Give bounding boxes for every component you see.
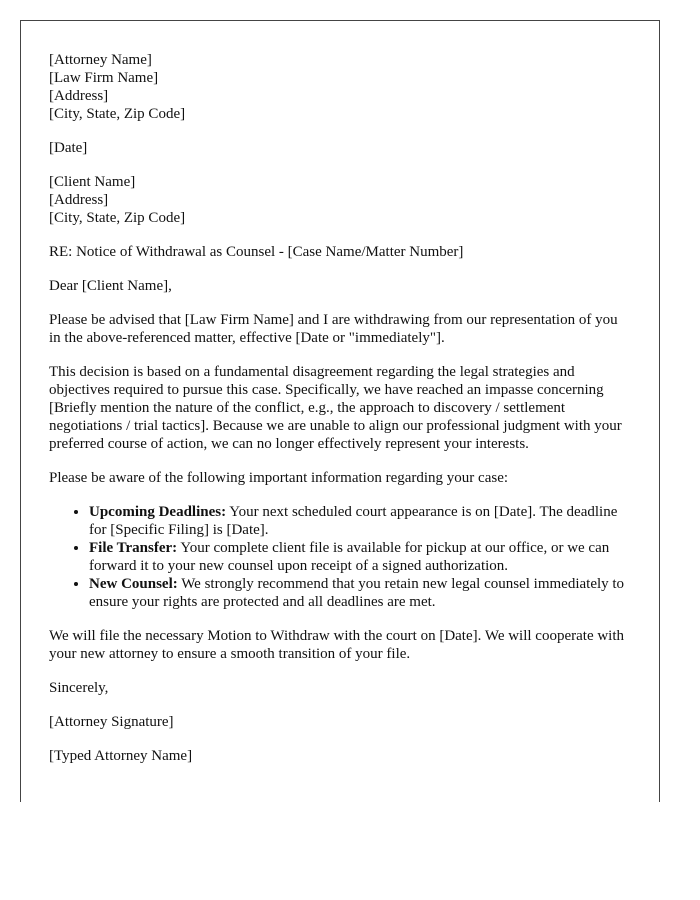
salutation: Dear [Client Name], xyxy=(49,278,172,294)
sender-city: [City, State, Zip Code] xyxy=(49,106,186,122)
subject-line: RE: Notice of Withdrawal as Counsel - [Case Name/Matter Number] xyxy=(49,244,464,260)
recipient-name: [Client Name] xyxy=(49,174,136,190)
list-item-term: New Counsel: xyxy=(89,576,178,592)
sender-address: [Address] xyxy=(49,88,109,104)
sender-address-block xyxy=(49,51,631,123)
list-item-term: File Transfer: xyxy=(89,540,178,556)
closing-paragraph: We will file the necessary Motion to Withdraw with the court on [Date]. We will cooperate with your new attorney to ensure a smooth transition of your file. xyxy=(49,628,625,662)
sender-firm: [Law Firm Name] xyxy=(49,70,159,86)
body-paragraph-3: Please be aware of the following important information regarding your case: xyxy=(49,470,509,486)
sender-name: [Attorney Name] xyxy=(49,52,152,68)
body-paragraph-1: Please be advised that [Law Firm Name] and I are withdrawing from our representation of you in the above-referenced matter, effective [Date or "immediately"]. xyxy=(49,312,618,346)
recipient-address: [Address] xyxy=(49,192,109,208)
list-item xyxy=(89,575,631,611)
important-info-list xyxy=(49,503,631,611)
letter-page xyxy=(20,20,660,802)
closing: Sincerely, xyxy=(49,680,109,696)
list-item-text: Your next scheduled court appearance is on [Date]. The deadline for [Specific Filing] is [Date]. xyxy=(89,504,618,538)
typed-name: [Typed Attorney Name] xyxy=(49,748,193,764)
recipient-address-block xyxy=(49,173,631,227)
letter-date: [Date] xyxy=(49,140,88,156)
list-item-term: Upcoming Deadlines: xyxy=(89,504,227,520)
list-item xyxy=(89,503,631,539)
list-item-text: We strongly recommend that you retain new legal counsel immediately to ensure your rights are protected and all deadlines are met. xyxy=(89,576,625,610)
recipient-city: [City, State, Zip Code] xyxy=(49,210,186,226)
signature-placeholder: [Attorney Signature] xyxy=(49,714,174,730)
list-item xyxy=(89,539,631,575)
list-item-text: Your complete client file is available for pickup at our office, or we can forward it to your new counsel upon receipt of a signed authorization. xyxy=(89,540,610,574)
body-paragraph-2: This decision is based on a fundamental disagreement regarding the legal strategies and objectives required to pursue this case. Specifically, we have reached an impasse concerning [Briefly mention the nature of the conflict, e.g., the approach to discovery / settlement negotiations / trial tactics]. Because we are unable to align our professional judgment with your preferred course of action, we can no longer effectively represent your interests. xyxy=(49,364,622,452)
